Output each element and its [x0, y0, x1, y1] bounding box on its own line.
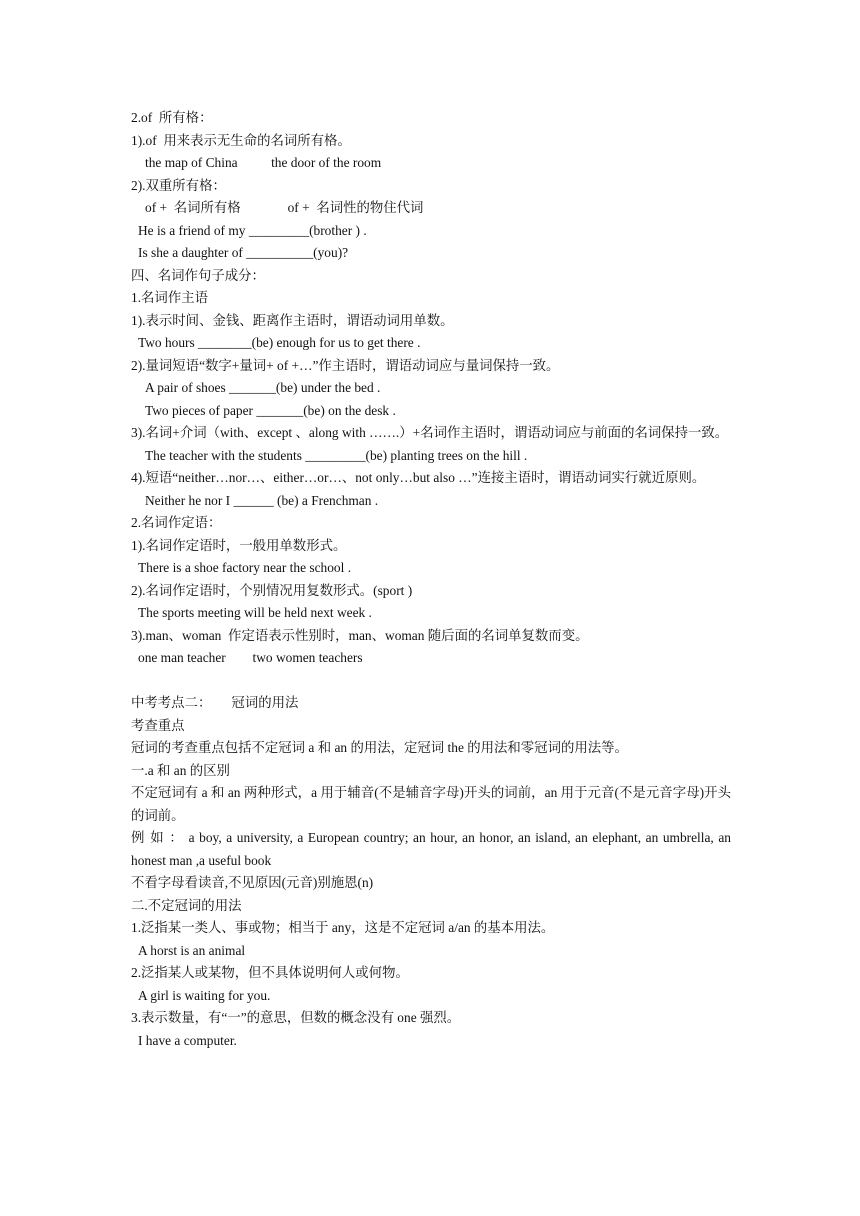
text-line: 2.名词作定语：	[131, 515, 222, 530]
text-line: 二.不定冠词的用法	[131, 897, 242, 913]
text-line: A girl is waiting for you.	[138, 987, 271, 1003]
text-line: There is a shoe factory near the school .	[138, 560, 352, 575]
text-line: A horst is an animal	[138, 942, 246, 958]
text-line: 考查重点	[131, 717, 185, 733]
text-line: 2.泛指某人或某物，但不具体说明何人或何物。	[131, 965, 409, 980]
text-line: the map of China the door of the room	[145, 155, 382, 170]
text-line: 2.of 所有格：	[131, 110, 213, 125]
text-line: I have a computer.	[138, 1032, 237, 1048]
text-line: 3.表示数量，有“一”的意思，但数的概念没有 one 强烈。	[131, 1010, 461, 1025]
text-line: one man teacher two women teachers	[138, 650, 363, 665]
text-line: 1.名词作主语	[131, 290, 208, 305]
blank-line	[131, 670, 731, 693]
document-page	[131, 107, 731, 1052]
text-line: 一.a 和 an 的区别	[131, 762, 230, 778]
text-line: 1).of 用来表示无生命的名词所有格。	[131, 132, 351, 148]
text-line: 1.泛指某一类人、事或物；相当于 any，这是不定冠词 a/an 的基本用法。	[131, 920, 555, 935]
text-line: 3).man、woman 作定语表示性别时，man、woman 随后面的名词单复数而变。	[131, 627, 589, 643]
text-line: He is a friend of my _________(brother ) .	[138, 222, 367, 238]
text-line: 2).量词短语“数字+量词+ of +…”作主语时，谓语动词应与量词保持一致。	[131, 357, 560, 373]
text-line: Two hours ________(be) enough for us to get there .	[138, 335, 421, 350]
text-line: 不看字母看读音,不见原因(元音)别施恩(n)	[131, 875, 374, 890]
section-heading: 四、名词作句子成分：	[131, 267, 265, 283]
text-paragraph: 4).短语“neither…nor…、either…or…、not only…but also …”连接主语时，谓语动词实行就近原则。	[131, 470, 706, 485]
text-line: The sports meeting will be held next week .	[138, 605, 372, 620]
text-paragraph: 不定冠词有 a 和 an 两种形式，a 用于辅音(不是辅音字母)开头的词前，an 用于元音(不是元音字母)开头的词前。	[131, 785, 731, 823]
text-line: of + 名词所有格 of + 名词性的物住代词	[145, 200, 424, 215]
text-line: 冠词的考查重点包括不定冠词 a 和 an 的用法，定冠词 the 的用法和零冠词的用法等。	[131, 740, 628, 755]
text-line: 1).名词作定语时，一般用单数形式。	[131, 537, 347, 553]
text-line: 2).名词作定语时，个别情况用复数形式。(sport )	[131, 582, 413, 598]
text-line: Two pieces of paper _______(be) on the desk .	[145, 402, 396, 418]
text-line: 1).表示时间、金钱、距离作主语时，谓语动词用单数。	[131, 312, 454, 328]
section-heading: 中考考点二： 冠词的用法	[131, 695, 299, 710]
text-line: The teacher with the students _________(be) planting trees on the hill .	[145, 447, 528, 463]
text-line: 2).双重所有格：	[131, 177, 226, 193]
text-line: Neither he nor I ______ (be) a Frenchman .	[145, 492, 379, 508]
text-paragraph: 3).名词+介词（with、except 、along with …….）+名词作主语时，谓语动词应与前面的名词保持一致。	[131, 425, 729, 440]
text-line: A pair of shoes _______(be) under the bed .	[145, 380, 381, 395]
text-line: Is she a daughter of __________(you)?	[138, 245, 349, 260]
text-paragraph: 例 如 ： a boy, a university, a European country; an hour, an honor, an island, an elephant, an umbrella, an honest man ,a useful book	[131, 830, 731, 868]
